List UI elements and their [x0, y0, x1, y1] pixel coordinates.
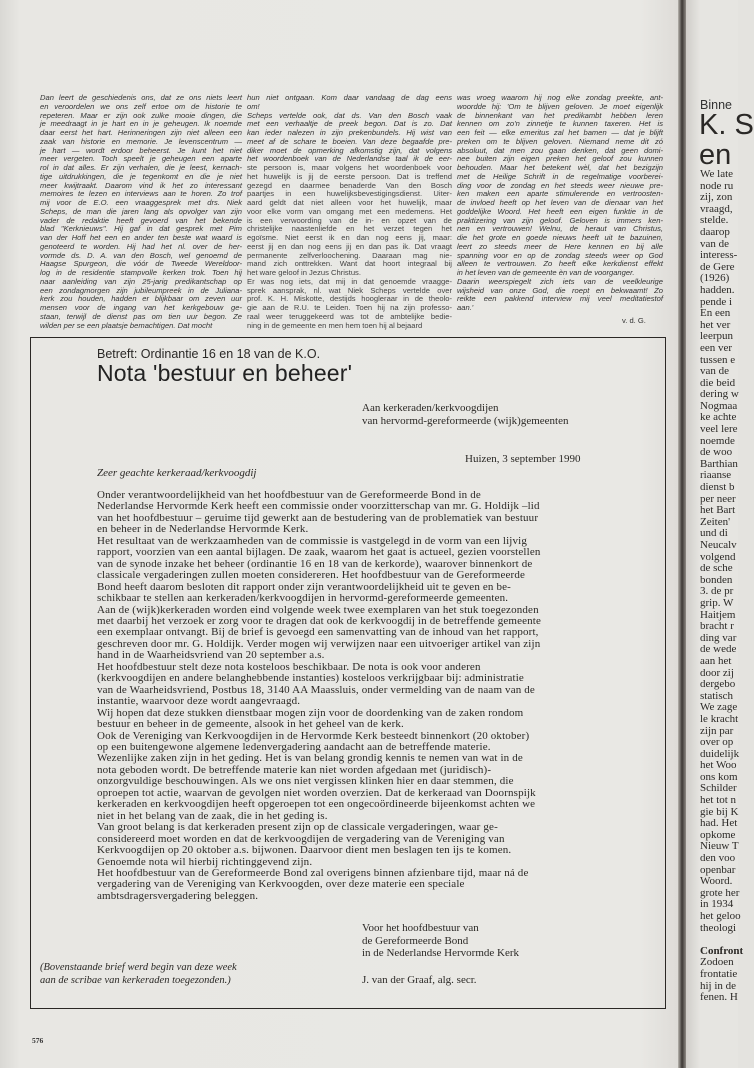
right-text — [700, 169, 743, 1004]
text-line: Genoemde nota wil hierbij richtinggevend zijn. — [97, 855, 313, 868]
text-line: prof. K. H. Miskotte, destijds hoogleraar in de theolo- — [247, 294, 452, 304]
text-line: het tot n — [700, 794, 737, 807]
text-line: oproepen tot actie, waarvan de gevolgen niet worden overzien. Dat de kerkeraad van Doornspijk — [97, 786, 536, 799]
text-line: Van groot belang is dat kerkeraden present zijn op de classicale vergaderingen, waar ge- — [97, 821, 498, 834]
text-line: Kerkvoogdijen op 20 oktober a.s. bijwonen. Daarvoor dient men beslagen ten ijs te komen. — [97, 844, 512, 857]
text-line: Haagse Spurgeon, die vóór de Tweede Wereldoor- — [40, 259, 242, 269]
text-line: van de — [700, 365, 730, 378]
text-line: stelde. — [700, 214, 729, 227]
text-line: was vroeg waarom hij nog elke zondag preekte, ant- — [457, 93, 663, 102]
text-line: bracht r — [700, 620, 734, 633]
text-line: Bond heeft daarom besloten dit rapport onder zijn verantwoordelijkheid uit te geven en be- — [97, 580, 511, 593]
text-line: voor elke vorm van omgang met een medemens. Het — [247, 206, 452, 216]
text-line: grip. W — [700, 596, 734, 609]
text-line: een exemplaar ontvangt. Bij de brief is gevoegd een samenvatting van de inhoud van het rapport, — [97, 626, 539, 639]
text-line: de sche — [700, 562, 733, 575]
text-line: diker moet de opmerking afkomstig zijn, dat volgens — [247, 145, 452, 155]
text-line: ken maken een aparte stimulerende en vertroosten- — [457, 189, 663, 199]
text-line: raal weer teruggekeerd was tot de ambtelijke bedie- — [247, 311, 452, 321]
text-line: hij in de — [700, 979, 737, 992]
text-line: leerpun — [700, 330, 733, 343]
text-line: zijn par — [700, 724, 734, 737]
text-line: van der Hoff het een en ander ten beste wat waard is — [40, 233, 242, 242]
text-line: alleen te vertrouwen. Zo heeft elke kerkdienst effekt — [457, 259, 663, 269]
text-line: gie bij K — [700, 805, 739, 818]
closing-line: Voor het hoofdbestuur van — [362, 922, 479, 934]
right-page — [686, 0, 754, 1068]
text-line: wilden per se een plaatsje bemachtigen. Dat mocht — [40, 320, 213, 330]
text-line: met daarbij het verzoek er zorg voor te dragen dat ook de kerkvoogdij in de betreffende gemeente — [97, 614, 542, 627]
text-line: praktizering van zijn geloof. Geloven is immers ken- — [457, 215, 663, 225]
article-column-3 — [457, 94, 663, 313]
text-line: tussen e — [700, 353, 736, 366]
text-line: hun niet ontgaan. Kom daar vandaag de dag eens — [247, 93, 452, 102]
text-line: Nederlandse Hervormde Kerk heeft een commissie onder voorzitterschap van mr. G. Holdijk –lid — [97, 500, 540, 513]
text-line: paartjes in een huwelijksbevestigingsdienst. Uiter- — [247, 189, 452, 199]
text-line: Dan leert de geschiedenis ons, dat ze ons niets leert — [40, 93, 242, 102]
text-line: repeteren. Maar er zijn ook zulke mooie dingen, die — [40, 110, 242, 120]
text-line: vergadering van de Vereniging van Kerkvoogden, over deze materie een speciale — [97, 878, 465, 891]
text-line: duidelijk — [700, 747, 740, 760]
text-line: wijsheid van onze God, die roept en bekwaamt! Zo — [457, 285, 663, 295]
text-line: het ware geloof in Jezus Christus. — [247, 268, 361, 277]
text-line: van de — [700, 237, 730, 250]
text-line: permanente zelfverloochening. Daaraan mag nie- — [247, 250, 452, 260]
text-line: van de synode inzake het beheer (ordinantie 16 en 18 van de kerkorde), waarover binnenkort de — [97, 557, 533, 570]
text-line: Scheps, de man die jaren lang als opvolger van zijn — [40, 206, 242, 216]
text-line: Aan de (wijk)kerkeraden worden eind volgende week twee exemplaren van het stuk toegezonden — [97, 603, 539, 616]
text-line: theologi — [700, 921, 737, 934]
text-line: Nogmaa — [700, 399, 738, 412]
note-line: (Bovenstaande brief werd begin van deze week — [40, 962, 237, 973]
text-line: riaanse — [700, 469, 732, 482]
text-line: und di — [700, 527, 728, 540]
text-line: sprek aansprak, nl. wat Niek Scheps vertelde over — [247, 285, 452, 295]
text-line: Zodoen — [700, 956, 734, 969]
text-line: kan ieder nalezen in zijn prekenbundels. Hij wist van — [247, 128, 452, 137]
letter-closing — [362, 922, 519, 960]
text-line: de invloed heeft op het leven van de dienaar van het — [457, 198, 663, 207]
text-line: considereerd moet worden en dat de kerkvoogdijen de vergadering van de Vereniging van — [97, 832, 505, 845]
text-line: kennen om zo'n zinnetje te kunnen taxeren. Het is — [457, 119, 663, 129]
letter-title: Nota 'bestuur en beheer' — [97, 360, 353, 386]
text-line: de woo — [700, 446, 733, 459]
page-gutter — [678, 0, 686, 1068]
text-line: had. Het — [700, 817, 738, 830]
letter-subject: Betreft: Ordinantie 16 en 18 van de K.O. — [97, 347, 321, 361]
text-line: kerkeraden en kerkvoogdijen heeft opgeroepen tot een ongecoördineerde bijeenkomst achten we — [97, 798, 536, 811]
text-line: door zij — [700, 666, 734, 679]
right-subhead: Confront — [700, 944, 744, 957]
text-line: meet af de schare te boeien. Van deze begaafde pre- — [247, 136, 452, 146]
text-line: bestuur en beheer in de gemeente, alsook in het geheel van de kerk. — [97, 718, 404, 731]
text-line: onzorgvuldige beschouwingen. Als we ons niet vergissen klinken hier en daar stemmen, die — [97, 775, 514, 788]
closing-line: de Gereformeerde Bond — [362, 934, 469, 947]
letter-signer: J. van der Graaf, alg. secr. — [362, 974, 477, 986]
letter-address — [362, 402, 568, 427]
text-line: een zondagmorgen zijn jubileumpreek in de Juliana- — [40, 285, 242, 295]
text-line: ste persoon is, maar volgens het woordenboek voor — [247, 163, 452, 172]
text-line: naar aanleiding van zijn 25-jarig predikantschap op — [40, 276, 242, 286]
text-line: openbar — [700, 863, 736, 876]
text-line: aan.' — [457, 303, 474, 312]
text-line: fenen. H — [700, 991, 738, 1004]
text-line: Woord. — [700, 875, 733, 888]
text-line: goddelijke Woord. Het heeft een eigen funktie in de — [457, 206, 663, 216]
text-line: grote her — [700, 886, 740, 899]
author-initials: v. d. G. — [622, 316, 646, 325]
text-line: reikte een pakkend interview mij veel meditatiestof — [457, 294, 663, 304]
right-text-lines — [700, 169, 743, 934]
text-line: classicale vergaderingen zullen moeten considereren. Het hoofdbestuur van de Gereformeerde — [97, 569, 526, 582]
text-line: mensen voor de ingang van het kerkgebouw ge- — [40, 303, 242, 312]
text-line: de binnenkant van het predikambt hebben leren — [457, 110, 663, 120]
text-line: Wezenlijke zaken zijn in het geding. Het is van belang grondig kennis te nemen van wat in de — [97, 752, 523, 765]
text-line: een ver — [700, 341, 733, 354]
text-line: Het resultaat van de werkzaamheden van de commissie is vastgelegd in de vorm van een lijvig — [97, 534, 527, 547]
text-line: We zage — [700, 701, 738, 714]
text-line: aard geldt dat niet alleen voor het huwelijk, maar — [247, 198, 452, 207]
text-line: Wij hopen dat deze stukken dienstbaar mogen zijn voor de doordenking van de zaken rondom — [97, 706, 524, 719]
text-line: in 1934 — [700, 898, 734, 911]
letter-date: Huizen, 3 september 1990 — [465, 453, 581, 465]
text-line: ons kom — [700, 770, 738, 783]
text-line: zij, zon — [700, 191, 733, 204]
text-line: ning in de gemeente en men hem toen hij al bejaard — [247, 320, 423, 330]
note-line: aan de scribae van kerkeraden toegezonden.) — [40, 974, 231, 986]
text-line: egoïsme. Niet eerst ik en dan nog eens jij, maar: — [247, 233, 452, 242]
text-line: mand zich onttrekken. Want dat hoort integraal bij — [247, 259, 452, 269]
text-line: Haitjem — [700, 608, 736, 621]
text-line: Barthian — [700, 457, 738, 470]
text-line: opkome — [700, 828, 736, 841]
text-line: blad "Kerknieuws". Hij gaf in dat gesprek met Pim — [40, 224, 242, 234]
text-line: absoluut, dat men zou gaan denken, dat geen domi- — [457, 145, 663, 155]
text-line: (kerkvoogdijen en andere belanghebbende instanties) kosteloos verkrijgbaar bij: administratie — [97, 672, 524, 685]
text-line: ke achte — [700, 411, 737, 424]
text-line: genoteerd te worden. Hij had het nl. over de her- — [40, 241, 242, 251]
text-line: rol in dat alles. Er zijn verhalen, die je leest, kernach- — [40, 163, 242, 172]
text-line: de Gere — [700, 260, 735, 273]
text-line: per neer — [700, 492, 736, 505]
text-line: gezegd en daarmee benaderde Van den Bosch — [247, 180, 452, 190]
text-line: Schilder — [700, 782, 737, 795]
text-line: van het hoofdbestuur – geruime tijd gewerkt aan de bestudering van de problematiek van bestuur — [97, 511, 539, 524]
text-line: woordde hij: 'Om te blijven geloven. Je moet eigenlijk — [457, 101, 663, 111]
letter-note — [40, 962, 237, 987]
text-line: het ver — [700, 318, 731, 331]
text-line: in het leven van de gemeente èn van de voorganger. — [457, 268, 635, 277]
text-line: rapport, voorzien van een aantal bijlagen. De zaak, waarom het gaat is actueel, gezien voorstellen — [97, 546, 541, 559]
text-line: staan, terwijl de dienst pas om tien uur begon. Ze — [40, 311, 242, 321]
text-line: Ook de Vereniging van Kerkvoogdijen in de Hervormde Kerk besteedt binnenkort (20 oktober) — [97, 729, 530, 742]
text-line: volgend — [700, 550, 736, 563]
text-line: daarop — [700, 225, 730, 238]
text-line: mij voor de E.O. een vraaggesprek met drs. Niek — [40, 198, 242, 207]
text-line: nota geboden wordt. De betreffende materie kan niet worden afgedaan met (juridisch)- — [97, 763, 492, 776]
text-line: Daarin weerspiegelt zich iets van de veelkleurige — [457, 276, 663, 286]
address-line: van hervormd-gereformeerde (wijk)gemeenten — [362, 414, 569, 427]
text-line: statisch — [700, 689, 733, 702]
right-headline — [699, 110, 754, 170]
text-line: christelijke naastenliefde en het verzet tegen het — [247, 224, 452, 234]
text-line: memoires te lezen en interviews aan te horen. Zo trof — [40, 189, 242, 199]
text-line: een feit — elke emeritus zal het bamen — dat je blijft — [457, 128, 663, 137]
text-line: en beheer in de Nederlandse Hervormde Kerk. — [97, 523, 309, 536]
text-line: en veroordelen we ons zelf ertoe om de historie te — [40, 101, 242, 111]
text-line: tige uitdrukkingen, die je tegenkomt en die je niet — [40, 171, 242, 181]
text-line: (1926) — [700, 272, 730, 285]
text-line: dienst b — [700, 481, 735, 494]
article-column-1 — [40, 94, 242, 330]
text-line: Neucalv — [700, 539, 737, 551]
text-line: We late — [700, 168, 734, 180]
text-line: daar eerst het hart. Herinneringen zijn niet alleen een — [40, 128, 242, 137]
text-line: vraagd, — [700, 202, 733, 215]
text-line: 3. de pr — [700, 585, 734, 598]
text-line: ding voor de zondag en het steeds weer nieuwe pre- — [457, 180, 663, 190]
text-line: meer vergeten. Toch speelt je geheugen een aparte — [40, 154, 242, 164]
text-line: met een verhaaltje de preek begon. Dat is zo. Dat — [247, 119, 452, 129]
text-line: de wede — [700, 643, 737, 656]
text-line: Onder verantwoordelijkheid van het hoofdbestuur van de Gereformeerde Bond in de — [97, 489, 481, 501]
text-line: op een buitengewone algemene ledenvergadering aandacht aan de betreffende materie. — [97, 740, 491, 753]
right-kicker: Binne — [700, 98, 732, 112]
text-line: nee buiten zijn eigen preken het geloof zou kunnen — [457, 154, 663, 164]
text-line: log in de residentie stampvolle kerken trok. Toen hij — [40, 268, 242, 277]
text-line: eerst jij en dan nog eens jij en dan pas ik. Dat vraagt — [247, 241, 452, 251]
text-line: pende i — [700, 295, 733, 308]
text-line: je hart — wordt erdoor beheerst. Je kunt het niet — [40, 145, 242, 155]
text-line: preken om te blijven geloven. Niemand neme dit zó — [457, 136, 663, 146]
page-number: 576 — [32, 1036, 44, 1045]
text-line: ambtsdragersvergadering beleggen. — [97, 889, 259, 902]
text-line: het woordenboek van de Nederlandse taal ik de eer- — [247, 154, 452, 164]
text-line: die het grote en goede nieuws heeft uit te bazuinen, — [457, 233, 663, 242]
text-line: het geloo — [700, 910, 741, 922]
text-line: leert zo steeds meer de Here kennen en bij alle — [457, 241, 663, 251]
text-line: Zeiten' — [700, 515, 731, 528]
text-line: meer kwijtraakt. Daarom vind ik het zo interessant — [40, 180, 242, 190]
text-line: hadden. — [700, 283, 735, 296]
text-line: het huwelijk is jij de eerste persoon. Dat is treffend — [247, 171, 452, 181]
text-line: behouden. Maar het betekent wèl, dat het bezigzijn — [457, 163, 663, 172]
text-line: kerk zou houden, hadden er blijkbaar om zeven uur — [40, 294, 242, 304]
headline-line: K. S — [699, 109, 754, 141]
article-column-2 — [247, 94, 452, 330]
letter-salutation: Zeer geachte kerkeraad/kerkvoogdij — [97, 467, 257, 479]
text-line: hand in de Waarheidsvriend van 20 september a.s. — [97, 649, 325, 662]
text-line: veel lere — [700, 423, 738, 436]
text-line: dering w — [700, 388, 739, 401]
text-line: frontatie — [700, 967, 738, 980]
text-line: noemde — [700, 434, 735, 447]
text-line: node ru — [700, 179, 734, 192]
right-text-lines-after — [700, 957, 743, 1003]
text-line: het Bart — [700, 504, 736, 517]
text-line: zaak van historie en memorie. Je levenscentrum — — [40, 136, 242, 146]
text-line: Nieuw T — [700, 840, 739, 853]
text-line: interess- — [700, 249, 738, 262]
text-line: spanning voor en op de zondag steeds weer op God — [457, 250, 663, 260]
text-line: niet in het belang van de zaak, die in het geding is. — [97, 809, 328, 822]
text-line: gie aan de R.U. te Leiden. Toen hij na zijn professo- — [247, 303, 452, 312]
text-line: ding var — [700, 631, 737, 644]
text-line: En een — [700, 307, 731, 320]
text-line: den voo — [700, 852, 736, 865]
text-line: het Woo — [700, 759, 737, 772]
text-line: vormde ds. D. A. van den Bosch, wel genoemd de — [40, 250, 242, 260]
text-line: vader de redaktie heeft gevoerd van het bekende — [40, 215, 242, 225]
letter-body — [97, 490, 597, 902]
address-line: Aan kerkeraden/kerkvoogdijen — [362, 402, 499, 414]
text-line: schikbaar te stellen aan kerkeraden/kerkvoogdijen in hervormd-gereformeerde gemeenten. — [97, 592, 509, 605]
text-line: je meedraagt in je hart en in je geheugen. Ik noemde — [40, 119, 242, 129]
text-line: instantie, waarvoor deze wordt aangevraagd. — [97, 695, 301, 708]
text-line: bonden — [700, 573, 733, 586]
text-line: om! — [247, 101, 260, 111]
text-line: over op — [700, 736, 734, 749]
text-line: le kracht — [700, 712, 739, 725]
headline-line: en — [699, 139, 732, 171]
text-line: aan het — [700, 654, 732, 667]
text-line: Het hoofdbestuur stelt deze nota kosteloos beschikbaar. De nota is ook voor anderen — [97, 660, 481, 673]
text-line: nen en vertrouwen! Welnu, de heraut van Christus, — [457, 224, 663, 234]
text-line: is een verwoording van de in- en opzet van de — [247, 215, 452, 225]
text-line: die beid — [700, 376, 736, 389]
text-line: Het hoofdbestuur van de Gereformeerde Bond zal overigens binnen afzienbare tijd, maar ná de — [97, 866, 529, 879]
text-line: van de Waarheidsvriend, Postbus 18, 3140 AA Maassluis, onder vermelding van de naam van de — [97, 683, 535, 696]
text-line: Scheps vertelde ook, dat ds. Van den Bosch vaak — [247, 110, 452, 120]
text-line: geschreven door mr. G. Holdijk. Verder mogen wij verwijzen naar een uitvoeriger artikel van zijn — [97, 637, 541, 650]
text-line: met de Heilige Schrift in de regelmatige voorberei- — [457, 171, 663, 181]
text-line: Er was nog iets, dat mij in dat genoemde vraagge- — [247, 276, 452, 286]
text-line: dergebo — [700, 678, 736, 691]
closing-line: in de Nederlandse Hervormde Kerk — [362, 947, 519, 959]
